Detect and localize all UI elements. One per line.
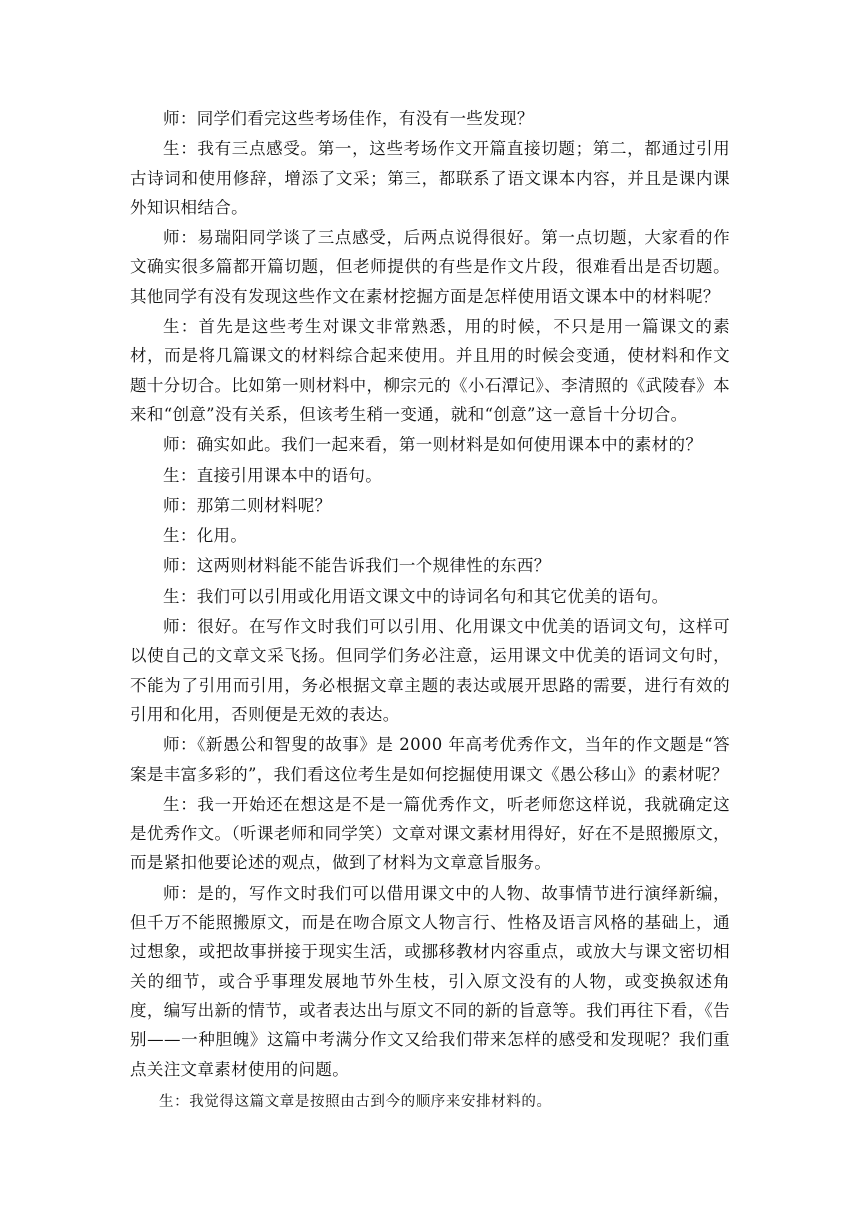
dialogue-paragraph-9: 师：这两则材料能不能告诉我们一个规律性的东西？	[163, 556, 551, 576]
dialogue-paragraph-3: 师：易瑞阳同学谈了三点感受，后两点说得很好。第一点切题，大家看的作文确实很多篇都开篇切题，但老师提供的有些是作文片段，很难看出是否切题。其他同学有没有发现这些作文在素材挖掘方面是怎样使用语文课本中的材料呢？	[130, 228, 730, 306]
dialogue-paragraph-1: 师：同学们看完这些考场佳作，有没有一些发现？	[163, 109, 534, 128]
dialogue-paragraph-7: 师：那第二则材料呢？	[163, 495, 332, 515]
dialogue-paragraph-13: 生：我一开始还在想这是不是一篇优秀作文，听老师您这样说，我就确定这是优秀作文。（听课老师和同学笑）文章对课文素材用得好，好在不是照搬原文，而是紧扣他要论述的观点，做到了材料为文章意旨服务。	[130, 794, 730, 873]
dialogue-paragraph-2: 生：我有三点感受。第一，这些考场作文开篇直接切题；第二，都通过引用古诗词和使用修辞，增添了文采；第三，都联系了语文课本内容，并且是课内课外知识相结合。	[130, 139, 730, 217]
dialogue-paragraph-14: 师：是的，写作文时我们可以借用课文中的人物、故事情节进行演绎新编，但千万不能照搬原文，而是在吻合原文人物言行、性格及语言风格的基础上，通过想象，或把故事拼接于现实生活，或挪移教材内容重点，或放大与课文密切相关的细节，或合乎事理发展地节外生枝，引入原文没有的人物，或变换叙述角度，编写出新的情节，或者表达出与原文不同的新的旨意等。我们再往下看，《告别——一种胆魄》这篇中考满分作文又给我们带来怎样的感受和发现呢？我们重点关注文章素材使用的问题。	[130, 883, 730, 1079]
dialogue-paragraph-8: 生：化用。	[163, 526, 248, 546]
dialogue-paragraph-6: 生：直接引用课本中的语句。	[163, 465, 383, 485]
dialogue-paragraph-4: 生：首先是这些考生对课文非常熟悉，用的时候，不只是用一篇课文的素材，而是将几篇课文的材料综合起来使用。并且用的时候会变通，使材料和作文题十分切合。比如第一则材料中，柳宗元的《小石潭记》、李清照的《武陵春》本来和“创意”没有关系，但该考生稍一变通，就和“创意”这一意旨十分切合。	[130, 317, 730, 424]
dialogue-paragraph-5: 师：确实如此。我们一起来看，第一则材料是如何使用课本中的素材的？	[163, 435, 703, 455]
dialogue-paragraph-15: 生：我觉得这篇文章是按照由古到今的顺序来安排材料的。	[159, 1093, 552, 1110]
dialogue-paragraph-10: 生：我们可以引用或化用语文课文中的诗词名句和其它优美的语句。	[163, 586, 669, 606]
dialogue-paragraph-11: 师：很好。在写作文时我们可以引用、化用课文中优美的语词文句，这样可以使自己的文章文采飞扬。但同学们务必注意，运用课文中优美的语词文句时，不能为了引用而引用，务必根据文章主题的表达或展开思路的需要，进行有效的引用和化用，否则便是无效的表达。	[130, 617, 730, 724]
dialogue-paragraph-12: 师：《新愚公和智叟的故事》是 2000 年高考优秀作文，当年的作文题是“答案是丰富多彩的”，我们看这位考生是如何挖掘使用课文《愚公移山》的素材呢？	[130, 735, 730, 784]
